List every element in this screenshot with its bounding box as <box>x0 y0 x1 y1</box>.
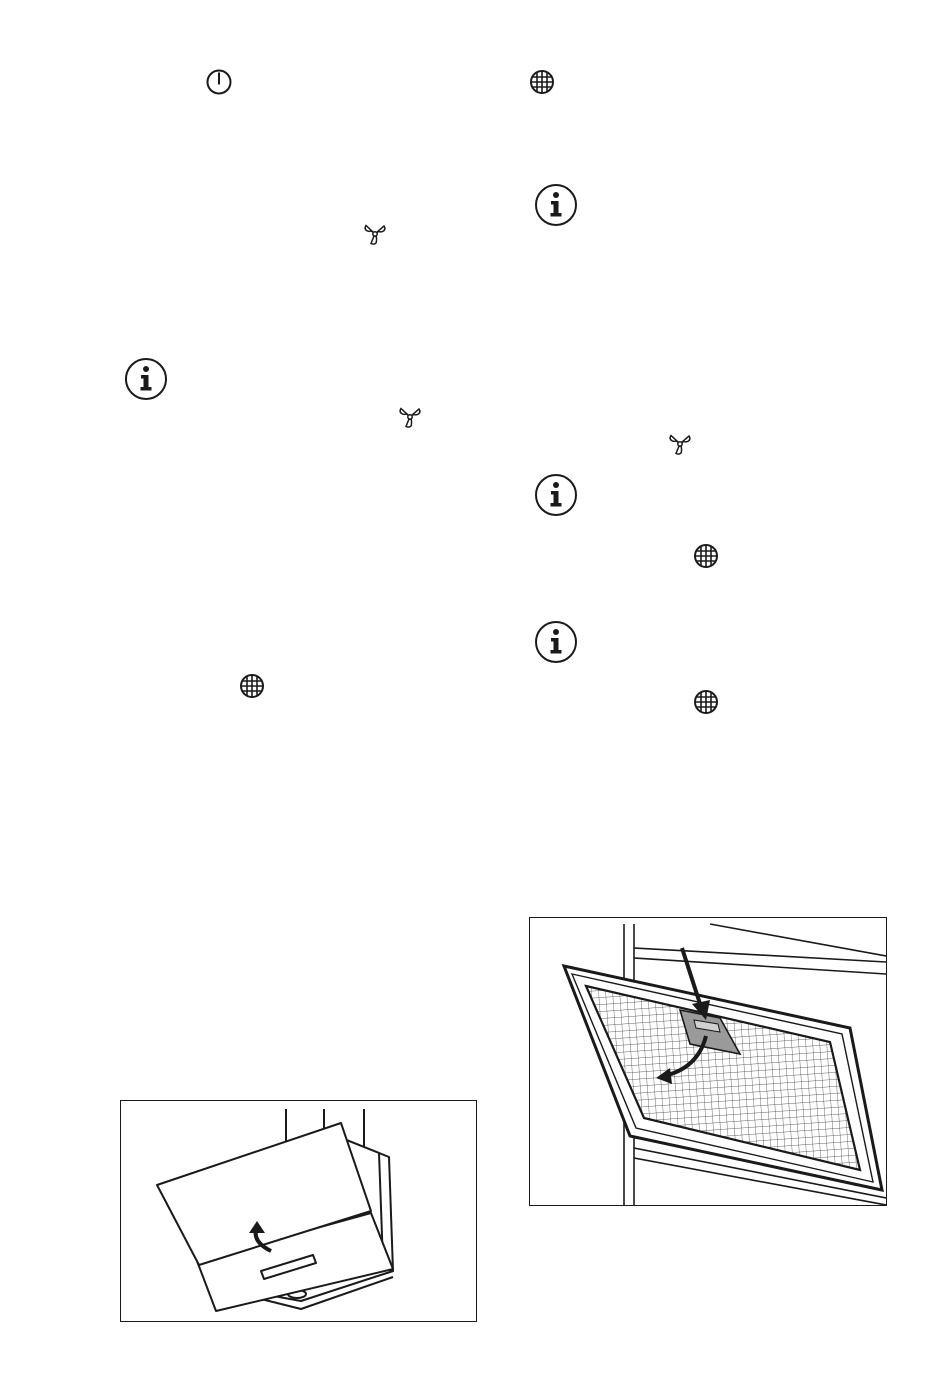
fan-icon <box>397 405 423 429</box>
hood-panel-opening-illustration <box>120 1100 477 1322</box>
power-icon <box>205 68 233 96</box>
grease-filter-icon <box>239 673 265 699</box>
grease-filter-removal-illustration <box>529 917 887 1206</box>
info-icon <box>124 357 168 401</box>
grease-filter-icon <box>693 543 719 569</box>
grease-filter-icon <box>693 689 719 715</box>
fan-icon <box>362 222 388 246</box>
grease-filter-icon <box>529 69 555 95</box>
info-icon <box>534 473 578 517</box>
info-icon <box>534 183 578 227</box>
info-icon <box>534 620 578 664</box>
fan-icon <box>667 432 693 456</box>
